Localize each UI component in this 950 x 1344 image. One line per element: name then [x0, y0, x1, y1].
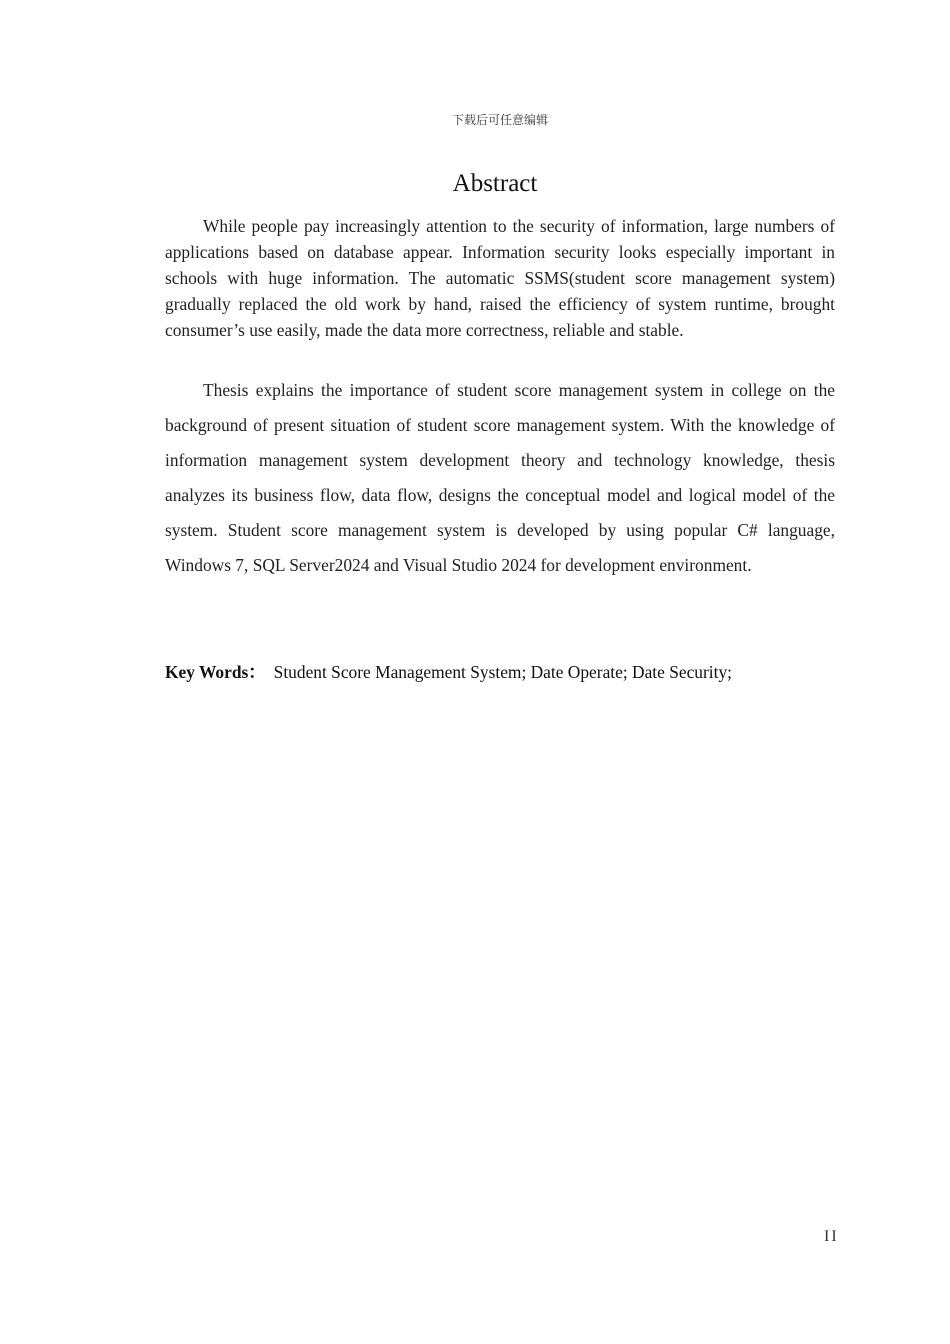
abstract-paragraph-2: Thesis explains the importance of student score management system in college on the background of present situation of student score management system. With the knowledge of information management system development theory and technology knowledge, thesis analyzes its business flow, data flow, designs the conceptual model and logical model of the system. Student score management system is developed by using popular C# language, Windows 7, SQL Server2024 and Visual Studio 2024 for development environment.: [165, 380, 835, 575]
keywords-separator: ：: [248, 662, 266, 682]
page-number: II: [824, 1228, 839, 1245]
keywords-label: Key Words: [165, 662, 249, 682]
keywords-line: [165, 658, 845, 683]
abstract-title: Abstract: [452, 170, 538, 197]
abstract-paragraph-1: While people pay increasingly attention to the security of information, large numbers of applications based on database appear. Information security looks especially important in schools with huge information. The automatic SSMS(student score management system) gradually replaced the old work by hand, raised the efficiency of system runtime, brought consumer’s use easily, made the data more correctness, reliable and stable.: [165, 216, 835, 340]
header-note: 下载后可任意编辑: [451, 113, 548, 127]
keywords-value: Student Score Management System; Date Operate; Date Security;: [273, 662, 732, 682]
